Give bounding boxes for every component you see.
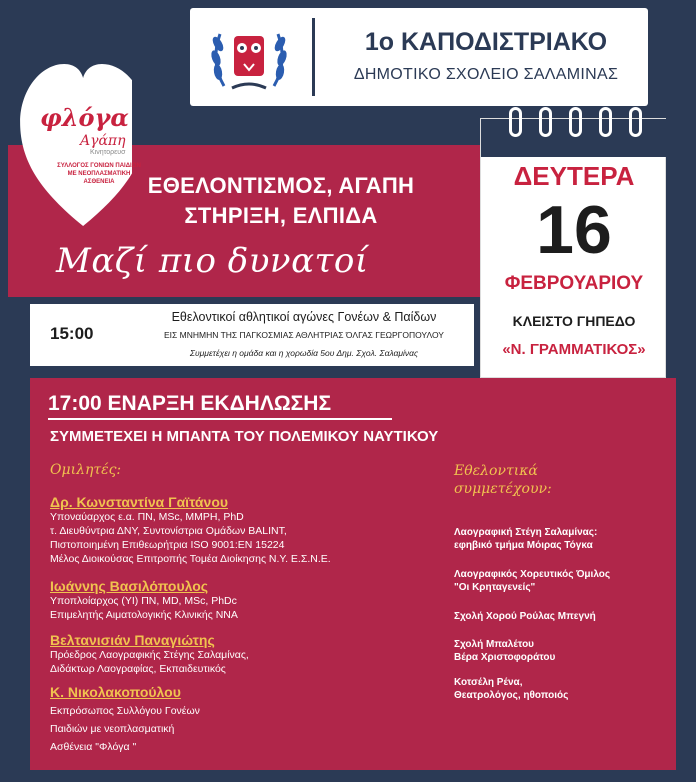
venue-line2: «Ν. ΓΡΑΜΜΑΤΙΚΟΣ» [502,341,646,358]
speaker-detail: Ασθένεια "Φλόγα " [50,741,137,753]
calendar-ring-icon [599,107,612,137]
navy-band-note: ΣΥΜΜΕΤΕΧΕΙ Η ΜΠΑΝΤΑ ΤΟΥ ΠΟΛΕΜΙΚΟΥ ΝΑΥΤΙΚΟΥ [50,428,439,445]
banner-line1: ΕΘΕΛΟΝΤΙΣΜΟΣ, ΑΓΑΠΗ [147,173,415,198]
program-panel [30,378,676,770]
volunteer-item [454,610,664,623]
volunteer-line2: "Οι Κρηταγενείς" [454,582,536,593]
owl-laurel-crest-icon [204,16,294,98]
volunteer-line1: Σχολή Χορού Ρούλας Μπεγνή [454,611,596,622]
school-header [190,8,648,106]
volunteers-heading-line2: συμμετέχουν: [454,481,552,497]
speaker-detail: τ. Διευθύντρια ΔΝΥ, Συντονίστρια Ομάδων BALINT, [50,525,287,537]
header-divider [312,18,315,96]
banner-motto: Μαζί πιο δυνατοί [56,241,369,281]
speaker-block [50,684,450,754]
event-1500-bar [30,304,474,366]
logo-association-line1: ΣΥΛΛΟΓΟΣ ΓΟΝΙΩΝ ΠΑΙΔΙΩΝ [57,163,141,169]
logo-sub-word: Αγάπη [80,133,126,149]
event-1500-title: Εθελοντικοί αθλητικοί αγώνες Γονέων & Παίδων [171,310,437,324]
calendar-ring-icon [509,107,522,137]
event-1500-participants: Συμμετέχει η ομάδα και η χορωδία 5ου Δημ. Σχολ. Σαλαμίνας [189,348,419,358]
speaker-block [50,494,450,566]
volunteer-line2: εφηβικό τμήμα Μόιρας Τόγκα [454,540,593,551]
school-name-line2: ΔΗΜΟΤΙΚΟ ΣΧΟΛΕΙΟ ΣΑΛΑΜΙΝΑΣ [353,66,619,83]
speaker-detail: Εκπρόσωπος Συλλόγου Γονέων [50,705,200,717]
calendar-card [480,118,666,378]
logo-word: φλόγα [40,103,129,132]
speaker-detail: Υποναύαρχος ε.α. ΠΝ, MSc, MMPH, PhD [50,511,244,523]
volunteer-item [454,638,664,664]
volunteer-item [454,526,664,552]
speaker-detail: Πιστοποιημένη Επιθεωρήτρια ISO 9001:EN 15224 [50,539,285,551]
speaker-detail: Υποπλοίαρχος (ΥΙ) ΠΝ, MD, MSc, PhDc [50,595,237,607]
speaker-name: Κ. Νικολακοπούλου [50,684,181,700]
speaker-name: Δρ. Κωνσταντίνα Γαϊτάνου [50,494,229,510]
speakers-heading: Ομιλητές: [50,462,122,478]
speaker-detail: Επιμελητής Αιματολογικής Κλινικής ΝΝΑ [50,609,238,621]
speaker-detail: Παιδιών με νεοπλασματική [50,723,175,735]
banner-line2: ΣΤΗΡΙΞΗ, ΕΛΠΙΔΑ [184,203,378,228]
venue-line1: ΚΛΕΙΣΤΟ ΓΗΠΕΔΟ [512,313,636,329]
school-name-line1: 1ο ΚΑΠΟΔΙΣΤΡΙΑΚΟ [364,28,608,56]
logo-association-line2: ΜΕ ΝΕΟΠΛΑΣΜΑΤΙΚΗ ΑΣΘΕΝΕΙΑ [67,171,131,185]
start-underline [48,418,392,420]
speaker-detail: Μέλος Διοικούσας Επιτροπής Τομέα Διοίκησης Ν.Υ. Ε.Σ.Ν.Ε. [50,553,331,565]
calendar-date: 16 [536,192,612,268]
speaker-name: Ιωάννης Βασιλόπουλος [50,578,209,594]
logo-association [52,162,146,186]
volunteer-item [454,676,664,702]
calendar-ring-icon [539,107,552,137]
event-1500-time: 15:00 [50,324,94,343]
calendar-ring-icon [569,107,582,137]
volunteer-line1: Σχολή Μπαλέτου [454,639,534,650]
speaker-block [50,578,450,622]
volunteer-line2: Βέρα Χριστοφοράτου [454,652,556,663]
volunteer-line1: Κοτσέλη Ρένα, [454,677,523,688]
speaker-block [50,632,450,676]
event-start: 17:00 ΕΝΑΡΞΗ ΕΚΔΗΛΩΣΗΣ [48,392,332,415]
volunteers-heading-line1: Εθελοντικά [454,463,538,479]
calendar-month: ΦΕΒΡΟΥΑΡΙΟΥ [504,273,644,294]
volunteer-item [454,568,664,594]
speaker-detail: Διδάκτωρ Λαογραφίας, Εκπαιδευτικός [50,663,226,675]
volunteer-line1: Λαογραφικός Χορευτικός Όμιλος [454,569,611,580]
speaker-detail: Πρόεδρος Λαογραφικής Στέγης Σαλαμίνας, [50,649,249,661]
calendar-day: ΔΕΥΤΕΡΑ [513,161,635,191]
volunteers-heading [454,462,614,498]
speaker-name: Βελτανισιάν Παναγιώτης [50,632,215,648]
logo-sub-small: Κινητορευσ [90,149,126,156]
event-1500-memorial: ΕΙΣ ΜΝΗΜΗΝ ΤΗΣ ΠΑΓΚΟΣΜΙΑΣ ΑΘΛΗΤΡΙΑΣ ΌΛΓΑΣ ΓΕΩΡΓΟΠΟΥΛΟΥ [164,330,444,340]
volunteer-line1: Λαογραφική Στέγη Σαλαμίνας: [454,527,598,538]
volunteer-line2: Θεατρολόγος, ηθοποιός [454,690,569,701]
calendar-ring-icon [629,107,642,137]
